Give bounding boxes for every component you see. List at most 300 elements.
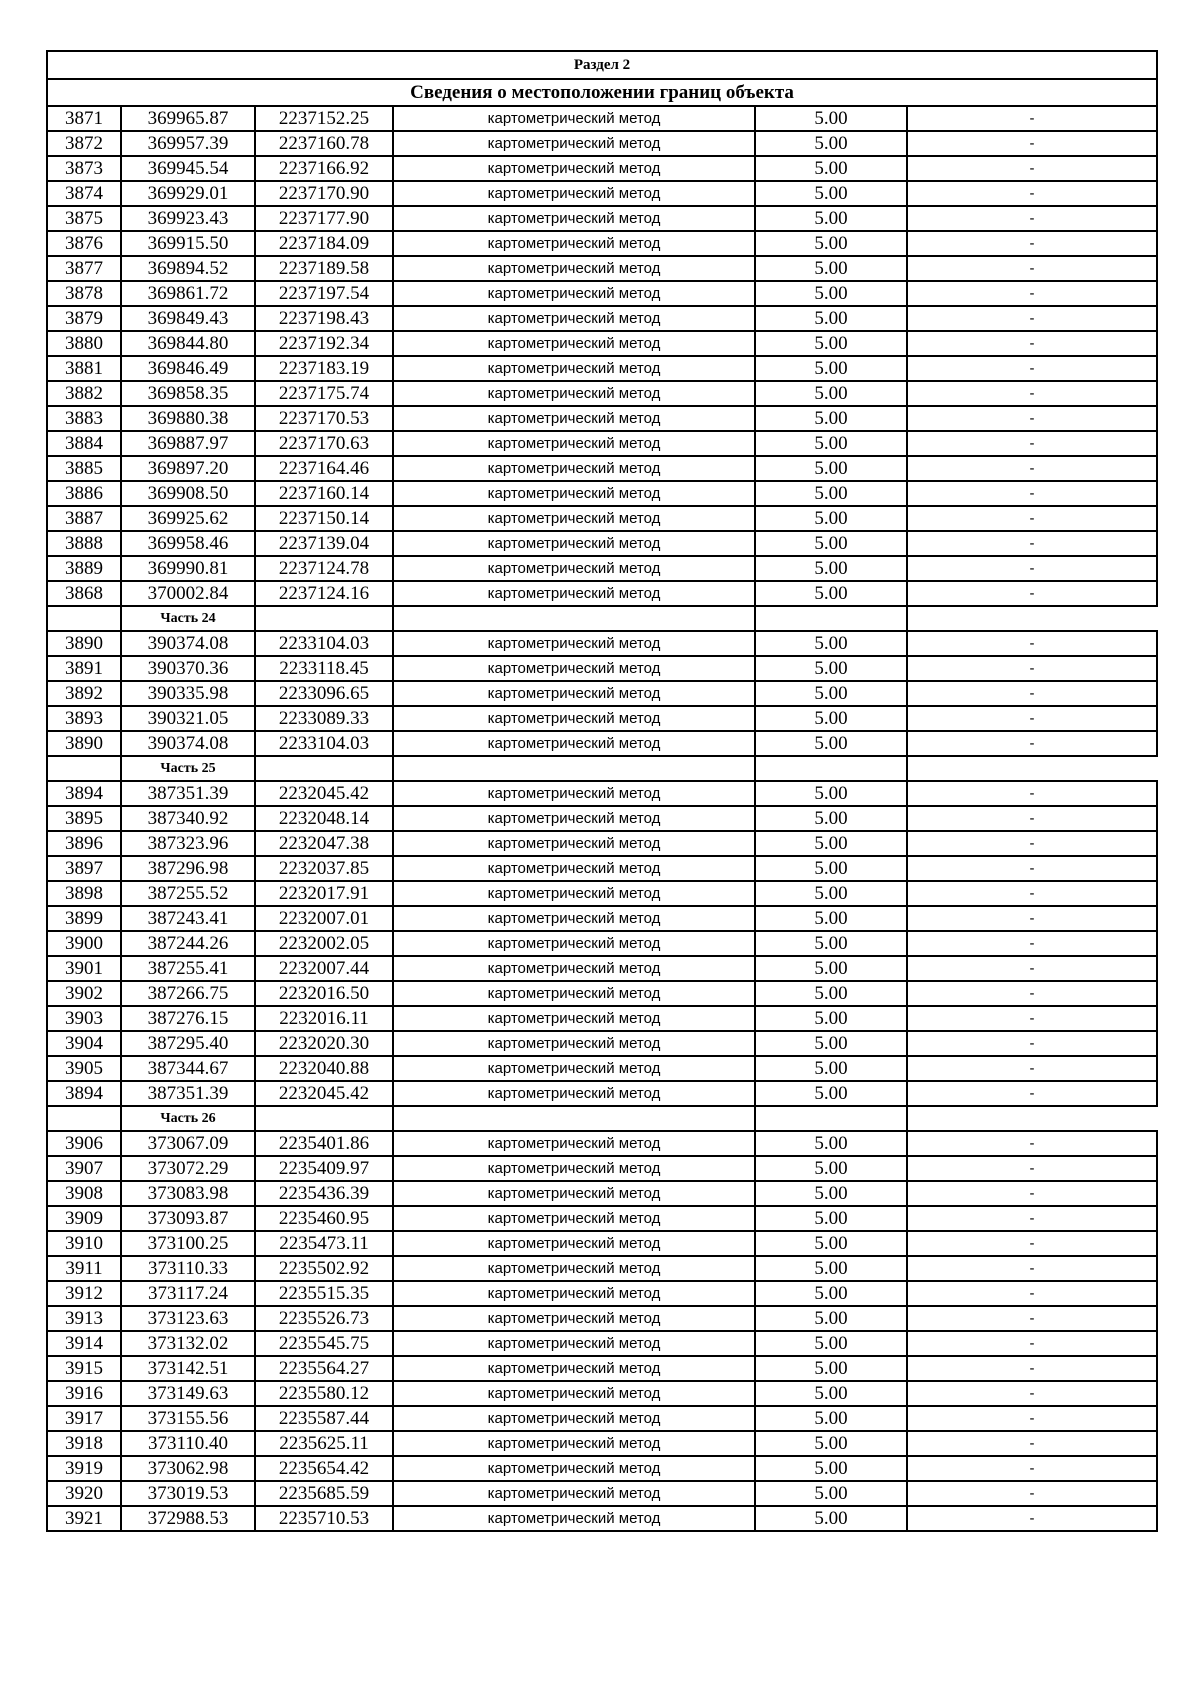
table-row — [47, 781, 1157, 806]
table-row — [47, 1056, 1157, 1081]
table-row — [47, 1381, 1157, 1406]
coordinate-y: 2233104.03 — [255, 631, 393, 656]
table-row — [47, 1506, 1157, 1531]
method-cell: картометрический метод — [393, 406, 755, 431]
coordinate-x: 369861.72 — [121, 281, 255, 306]
coordinate-x: 369849.43 — [121, 306, 255, 331]
table-row — [47, 506, 1157, 531]
table-row — [47, 531, 1157, 556]
coordinate-x: 369929.01 — [121, 181, 255, 206]
coordinate-x: 373093.87 — [121, 1206, 255, 1231]
table-row — [47, 581, 1157, 606]
accuracy-cell: 5.00 — [755, 1056, 907, 1081]
method-cell: картометрический метод — [393, 356, 755, 381]
coordinate-y: 2237166.92 — [255, 156, 393, 181]
point-number: 3887 — [47, 506, 121, 531]
coordinate-y: 2232045.42 — [255, 781, 393, 806]
boundary-coordinates-table — [46, 50, 1158, 1532]
accuracy-cell: 5.00 — [755, 1481, 907, 1506]
description-cell: - — [907, 1056, 1157, 1081]
table-row — [47, 1406, 1157, 1431]
table-row — [47, 906, 1157, 931]
part-empty-cell — [755, 606, 907, 631]
point-number: 3881 — [47, 356, 121, 381]
table-row — [47, 1156, 1157, 1181]
method-cell: картометрический метод — [393, 1506, 755, 1531]
coordinate-x: 369990.81 — [121, 556, 255, 581]
accuracy-cell: 5.00 — [755, 906, 907, 931]
part-header-row — [47, 1106, 1157, 1131]
description-cell: - — [907, 1506, 1157, 1531]
accuracy-cell: 5.00 — [755, 706, 907, 731]
description-cell: - — [907, 256, 1157, 281]
accuracy-cell: 5.00 — [755, 1006, 907, 1031]
description-cell: - — [907, 306, 1157, 331]
method-cell: картометрический метод — [393, 1231, 755, 1256]
coordinate-x: 387255.52 — [121, 881, 255, 906]
part-empty-cell — [47, 1106, 121, 1131]
point-number: 3882 — [47, 381, 121, 406]
method-cell: картометрический метод — [393, 456, 755, 481]
section-label: Раздел 2 — [47, 51, 1157, 79]
coordinate-x: 369957.39 — [121, 131, 255, 156]
accuracy-cell: 5.00 — [755, 131, 907, 156]
coordinate-y: 2237164.46 — [255, 456, 393, 481]
accuracy-cell: 5.00 — [755, 681, 907, 706]
method-cell: картометрический метод — [393, 881, 755, 906]
point-number: 3884 — [47, 431, 121, 456]
point-number: 3876 — [47, 231, 121, 256]
accuracy-cell: 5.00 — [755, 1181, 907, 1206]
coordinate-x: 373062.98 — [121, 1456, 255, 1481]
accuracy-cell: 5.00 — [755, 1381, 907, 1406]
coordinate-x: 369894.52 — [121, 256, 255, 281]
accuracy-cell: 5.00 — [755, 1406, 907, 1431]
table-row — [47, 1256, 1157, 1281]
description-cell: - — [907, 206, 1157, 231]
description-cell: - — [907, 131, 1157, 156]
description-cell: - — [907, 531, 1157, 556]
point-number: 3873 — [47, 156, 121, 181]
point-number: 3894 — [47, 781, 121, 806]
part-empty-cell — [255, 1106, 393, 1131]
coordinate-y: 2233104.03 — [255, 731, 393, 756]
method-cell: картометрический метод — [393, 131, 755, 156]
coordinate-y: 2235515.35 — [255, 1281, 393, 1306]
point-number: 3915 — [47, 1356, 121, 1381]
table-row — [47, 1006, 1157, 1031]
method-cell: картометрический метод — [393, 506, 755, 531]
coordinate-y: 2237124.16 — [255, 581, 393, 606]
method-cell: картометрический метод — [393, 331, 755, 356]
point-number: 3872 — [47, 131, 121, 156]
accuracy-cell: 5.00 — [755, 1131, 907, 1156]
coordinate-y: 2237152.25 — [255, 106, 393, 131]
point-number: 3921 — [47, 1506, 121, 1531]
description-cell: - — [907, 931, 1157, 956]
point-number: 3889 — [47, 556, 121, 581]
point-number: 3868 — [47, 581, 121, 606]
table-row — [47, 256, 1157, 281]
coordinate-y: 2237170.63 — [255, 431, 393, 456]
description-cell: - — [907, 581, 1157, 606]
part-empty-cell — [255, 606, 393, 631]
method-cell: картометрический метод — [393, 781, 755, 806]
table-row — [47, 406, 1157, 431]
coordinate-y: 2235710.53 — [255, 1506, 393, 1531]
part-header-row — [47, 756, 1157, 781]
coordinate-x: 390370.36 — [121, 656, 255, 681]
coordinate-y: 2232016.11 — [255, 1006, 393, 1031]
method-cell: картометрический метод — [393, 1006, 755, 1031]
accuracy-cell: 5.00 — [755, 1306, 907, 1331]
description-cell: - — [907, 1481, 1157, 1506]
description-cell: - — [907, 1331, 1157, 1356]
part-empty-cell — [393, 756, 755, 781]
coordinate-y: 2235401.86 — [255, 1131, 393, 1156]
table-row — [47, 656, 1157, 681]
accuracy-cell: 5.00 — [755, 856, 907, 881]
description-cell: - — [907, 181, 1157, 206]
part-header-row — [47, 606, 1157, 631]
point-number: 3874 — [47, 181, 121, 206]
point-number: 3894 — [47, 1081, 121, 1106]
coordinate-y: 2232007.01 — [255, 906, 393, 931]
accuracy-cell: 5.00 — [755, 781, 907, 806]
point-number: 3891 — [47, 656, 121, 681]
method-cell: картометрический метод — [393, 481, 755, 506]
coordinate-y: 2237198.43 — [255, 306, 393, 331]
coordinate-x: 369880.38 — [121, 406, 255, 431]
method-cell: картометрический метод — [393, 706, 755, 731]
method-cell: картометрический метод — [393, 1406, 755, 1431]
part-label: Часть 24 — [121, 606, 255, 631]
table-row — [47, 631, 1157, 656]
coordinate-x: 387244.26 — [121, 931, 255, 956]
coordinate-y: 2235502.92 — [255, 1256, 393, 1281]
accuracy-cell: 5.00 — [755, 181, 907, 206]
coordinate-y: 2237192.34 — [255, 331, 393, 356]
description-cell: - — [907, 381, 1157, 406]
coordinate-y: 2237160.78 — [255, 131, 393, 156]
method-cell: картометрический метод — [393, 831, 755, 856]
accuracy-cell: 5.00 — [755, 481, 907, 506]
method-cell: картометрический метод — [393, 1331, 755, 1356]
table-row — [47, 1281, 1157, 1306]
accuracy-cell: 5.00 — [755, 1431, 907, 1456]
description-cell: - — [907, 1156, 1157, 1181]
point-number: 3879 — [47, 306, 121, 331]
coordinate-x: 387351.39 — [121, 1081, 255, 1106]
method-cell: картометрический метод — [393, 631, 755, 656]
method-cell: картометрический метод — [393, 806, 755, 831]
coordinate-x: 373132.02 — [121, 1331, 255, 1356]
coordinate-x: 373155.56 — [121, 1406, 255, 1431]
description-cell: - — [907, 406, 1157, 431]
point-number: 3886 — [47, 481, 121, 506]
coordinate-x: 373149.63 — [121, 1381, 255, 1406]
coordinate-y: 2232045.42 — [255, 1081, 393, 1106]
point-number: 3911 — [47, 1256, 121, 1281]
point-number: 3917 — [47, 1406, 121, 1431]
coordinate-x: 387266.75 — [121, 981, 255, 1006]
coordinate-x: 387295.40 — [121, 1031, 255, 1056]
coordinate-y: 2237150.14 — [255, 506, 393, 531]
part-label: Часть 25 — [121, 756, 255, 781]
description-cell: - — [907, 1431, 1157, 1456]
coordinate-x: 369887.97 — [121, 431, 255, 456]
method-cell: картометрический метод — [393, 1256, 755, 1281]
table-row — [47, 1181, 1157, 1206]
accuracy-cell: 5.00 — [755, 1231, 907, 1256]
point-number: 3883 — [47, 406, 121, 431]
description-cell: - — [907, 156, 1157, 181]
method-cell: картометрический метод — [393, 1031, 755, 1056]
method-cell: картометрический метод — [393, 656, 755, 681]
description-cell: - — [907, 806, 1157, 831]
method-cell: картометрический метод — [393, 281, 755, 306]
part-empty-cell — [47, 756, 121, 781]
accuracy-cell: 5.00 — [755, 156, 907, 181]
coordinate-x: 373019.53 — [121, 1481, 255, 1506]
description-cell: - — [907, 906, 1157, 931]
coordinate-x: 369958.46 — [121, 531, 255, 556]
method-cell: картометрический метод — [393, 1306, 755, 1331]
coordinate-x: 390321.05 — [121, 706, 255, 731]
method-cell: картометрический метод — [393, 156, 755, 181]
description-cell: - — [907, 1131, 1157, 1156]
point-number: 3914 — [47, 1331, 121, 1356]
coordinate-y: 2232047.38 — [255, 831, 393, 856]
coordinate-x: 373072.29 — [121, 1156, 255, 1181]
description-cell: - — [907, 1006, 1157, 1031]
method-cell: картометрический метод — [393, 856, 755, 881]
coordinate-x: 369923.43 — [121, 206, 255, 231]
table-row — [47, 1356, 1157, 1381]
point-number: 3896 — [47, 831, 121, 856]
point-number: 3893 — [47, 706, 121, 731]
point-number: 3909 — [47, 1206, 121, 1231]
description-cell: - — [907, 456, 1157, 481]
table-row — [47, 331, 1157, 356]
coordinate-x: 390374.08 — [121, 631, 255, 656]
coordinate-x: 373100.25 — [121, 1231, 255, 1256]
table-row — [47, 356, 1157, 381]
accuracy-cell: 5.00 — [755, 1506, 907, 1531]
method-cell: картометрический метод — [393, 1206, 755, 1231]
table-row — [47, 281, 1157, 306]
description-cell: - — [907, 831, 1157, 856]
accuracy-cell: 5.00 — [755, 581, 907, 606]
point-number: 3878 — [47, 281, 121, 306]
accuracy-cell: 5.00 — [755, 981, 907, 1006]
table-body — [47, 51, 1157, 1531]
accuracy-cell: 5.00 — [755, 931, 907, 956]
description-cell: - — [907, 1206, 1157, 1231]
coordinate-x: 369965.87 — [121, 106, 255, 131]
description-cell: - — [907, 731, 1157, 756]
table-row — [47, 981, 1157, 1006]
coordinate-y: 2232040.88 — [255, 1056, 393, 1081]
coordinate-y: 2232048.14 — [255, 806, 393, 831]
coordinate-y: 2232007.44 — [255, 956, 393, 981]
method-cell: картометрический метод — [393, 1081, 755, 1106]
point-number: 3920 — [47, 1481, 121, 1506]
table-row — [47, 381, 1157, 406]
method-cell: картометрический метод — [393, 306, 755, 331]
method-cell: картометрический метод — [393, 206, 755, 231]
table-row — [47, 131, 1157, 156]
coordinate-x: 373142.51 — [121, 1356, 255, 1381]
table-row — [47, 856, 1157, 881]
table-row — [47, 481, 1157, 506]
method-cell: картометрический метод — [393, 1056, 755, 1081]
method-cell: картометрический метод — [393, 956, 755, 981]
table-row — [47, 1081, 1157, 1106]
accuracy-cell: 5.00 — [755, 1281, 907, 1306]
table-row — [47, 831, 1157, 856]
table-row — [47, 706, 1157, 731]
coordinate-y: 2232016.50 — [255, 981, 393, 1006]
coordinate-y: 2235685.59 — [255, 1481, 393, 1506]
point-number: 3885 — [47, 456, 121, 481]
accuracy-cell: 5.00 — [755, 631, 907, 656]
method-cell: картометрический метод — [393, 1156, 755, 1181]
point-number: 3916 — [47, 1381, 121, 1406]
part-empty-cell — [47, 606, 121, 631]
description-cell: - — [907, 1081, 1157, 1106]
description-cell: - — [907, 1281, 1157, 1306]
method-cell: картометрический метод — [393, 1431, 755, 1456]
table-row — [47, 1306, 1157, 1331]
coordinate-y: 2232037.85 — [255, 856, 393, 881]
method-cell: картометрический метод — [393, 906, 755, 931]
point-number: 3888 — [47, 531, 121, 556]
description-cell: - — [907, 431, 1157, 456]
description-cell: - — [907, 681, 1157, 706]
table-row — [47, 156, 1157, 181]
part-empty-cell — [755, 756, 907, 781]
accuracy-cell: 5.00 — [755, 806, 907, 831]
coordinate-y: 2235460.95 — [255, 1206, 393, 1231]
table-row — [47, 1456, 1157, 1481]
point-number: 3877 — [47, 256, 121, 281]
coordinate-y: 2235526.73 — [255, 1306, 393, 1331]
table-row — [47, 231, 1157, 256]
section-header-row — [47, 51, 1157, 79]
coordinate-x: 390374.08 — [121, 731, 255, 756]
part-empty-cell — [255, 756, 393, 781]
method-cell: картометрический метод — [393, 1381, 755, 1406]
method-cell: картометрический метод — [393, 1481, 755, 1506]
coordinate-y: 2235654.42 — [255, 1456, 393, 1481]
point-number: 3900 — [47, 931, 121, 956]
point-number: 3906 — [47, 1131, 121, 1156]
method-cell: картометрический метод — [393, 1281, 755, 1306]
point-number: 3919 — [47, 1456, 121, 1481]
description-cell: - — [907, 1306, 1157, 1331]
accuracy-cell: 5.00 — [755, 456, 907, 481]
coordinate-x: 373110.40 — [121, 1431, 255, 1456]
coordinate-x: 387243.41 — [121, 906, 255, 931]
coordinate-y: 2237124.78 — [255, 556, 393, 581]
coordinate-y: 2237189.58 — [255, 256, 393, 281]
method-cell: картометрический метод — [393, 431, 755, 456]
description-cell: - — [907, 1381, 1157, 1406]
method-cell: картометрический метод — [393, 581, 755, 606]
method-cell: картометрический метод — [393, 181, 755, 206]
accuracy-cell: 5.00 — [755, 1206, 907, 1231]
point-number: 3912 — [47, 1281, 121, 1306]
coordinate-x: 369858.35 — [121, 381, 255, 406]
coordinate-y: 2233096.65 — [255, 681, 393, 706]
description-cell: - — [907, 481, 1157, 506]
coordinate-y: 2237184.09 — [255, 231, 393, 256]
description-cell: - — [907, 631, 1157, 656]
description-cell: - — [907, 781, 1157, 806]
coordinate-x: 387276.15 — [121, 1006, 255, 1031]
accuracy-cell: 5.00 — [755, 956, 907, 981]
coordinate-y: 2235587.44 — [255, 1406, 393, 1431]
point-number: 3903 — [47, 1006, 121, 1031]
table-row — [47, 806, 1157, 831]
part-empty-cell — [393, 1106, 755, 1131]
coordinate-y: 2235580.12 — [255, 1381, 393, 1406]
table-row — [47, 181, 1157, 206]
method-cell: картометрический метод — [393, 231, 755, 256]
description-cell: - — [907, 1256, 1157, 1281]
accuracy-cell: 5.00 — [755, 506, 907, 531]
point-number: 3902 — [47, 981, 121, 1006]
method-cell: картометрический метод — [393, 106, 755, 131]
accuracy-cell: 5.00 — [755, 431, 907, 456]
method-cell: картометрический метод — [393, 531, 755, 556]
description-cell: - — [907, 1181, 1157, 1206]
coordinate-x: 373110.33 — [121, 1256, 255, 1281]
coordinate-x: 373067.09 — [121, 1131, 255, 1156]
coordinate-y: 2235545.75 — [255, 1331, 393, 1356]
accuracy-cell: 5.00 — [755, 356, 907, 381]
coordinate-y: 2237175.74 — [255, 381, 393, 406]
accuracy-cell: 5.00 — [755, 1256, 907, 1281]
point-number: 3892 — [47, 681, 121, 706]
table-row — [47, 1431, 1157, 1456]
description-cell: - — [907, 281, 1157, 306]
description-cell: - — [907, 706, 1157, 731]
coordinate-y: 2233118.45 — [255, 656, 393, 681]
accuracy-cell: 5.00 — [755, 731, 907, 756]
method-cell: картометрический метод — [393, 381, 755, 406]
method-cell: картометрический метод — [393, 256, 755, 281]
method-cell: картометрический метод — [393, 1131, 755, 1156]
description-cell: - — [907, 556, 1157, 581]
accuracy-cell: 5.00 — [755, 1031, 907, 1056]
accuracy-cell: 5.00 — [755, 1081, 907, 1106]
table-row — [47, 306, 1157, 331]
coordinate-x: 387340.92 — [121, 806, 255, 831]
accuracy-cell: 5.00 — [755, 231, 907, 256]
description-cell: - — [907, 506, 1157, 531]
point-number: 3895 — [47, 806, 121, 831]
coordinate-y: 2237160.14 — [255, 481, 393, 506]
accuracy-cell: 5.00 — [755, 1356, 907, 1381]
description-cell: - — [907, 956, 1157, 981]
table-row — [47, 206, 1157, 231]
point-number: 3904 — [47, 1031, 121, 1056]
description-cell: - — [907, 231, 1157, 256]
table-row — [47, 681, 1157, 706]
point-number: 3899 — [47, 906, 121, 931]
